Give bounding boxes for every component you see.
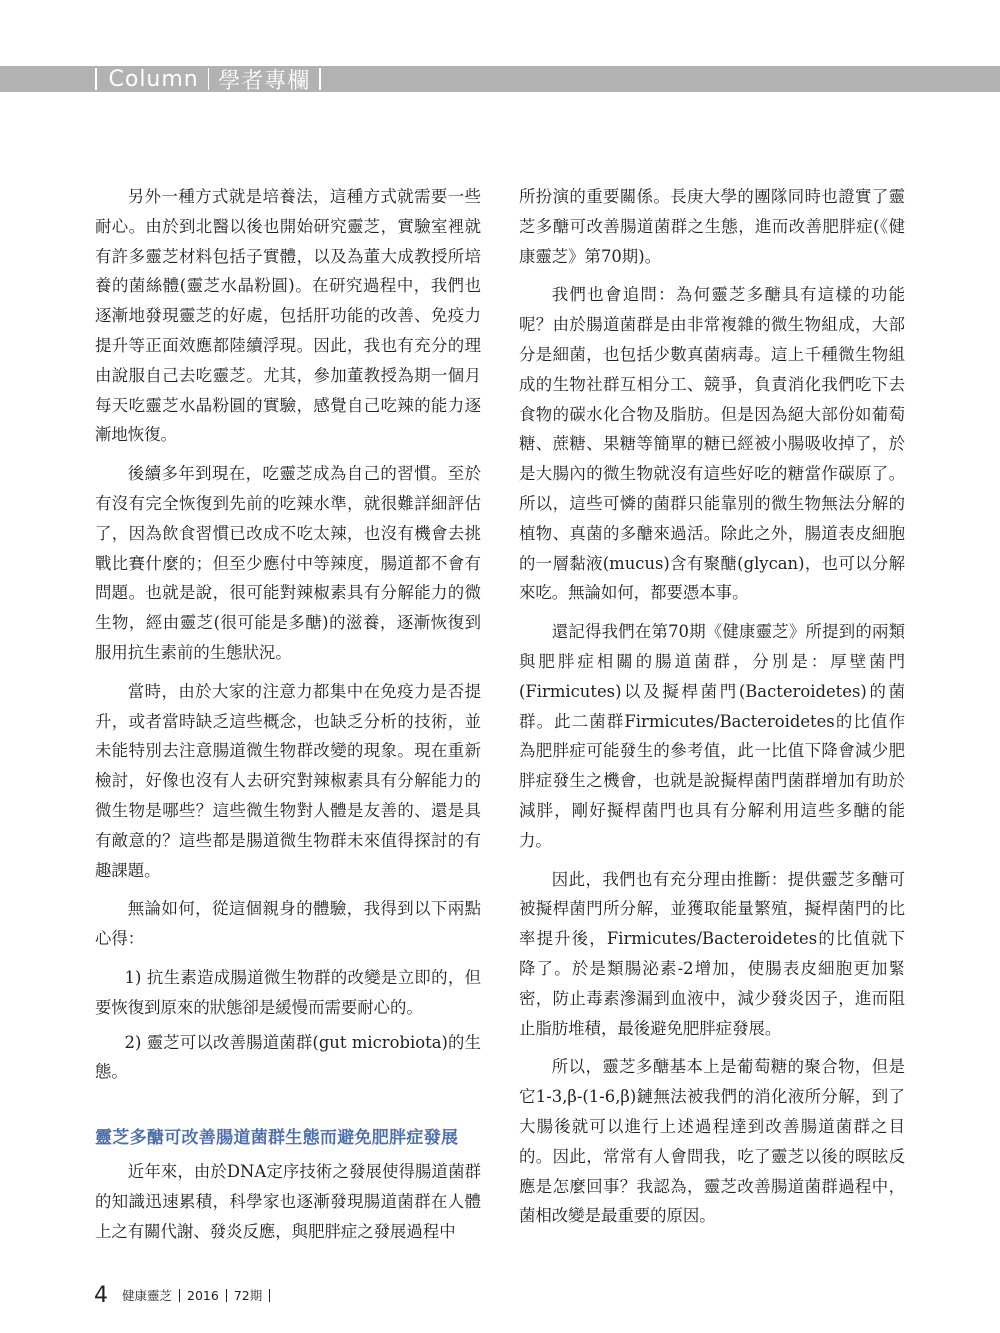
paragraph: 當時，由於大家的注意力都集中在免疫力是否提升，或者當時缺乏這些概念，也缺乏分析的技術，並未能特別去注意腸道微生物群改變的現象。現在重新檢討，好像也沒有人去研究對辣椒素具有分解能力的微生物是哪些？這些微生物對人體是友善的、還是具有敵意的？這些都是腸道微生物群未來值得探討的有趣課題。: [95, 681, 481, 880]
paragraph: 另外一種方式就是培養法，這種方式就需要一些耐心。由於到北醫以後也開始研究靈芝，實驗室裡就有許多靈芝材料包括子實體，以及為董大成教授所培養的菌絲體(靈芝水晶粉圓)。在研究過程中，我們也逐漸地發現靈芝的好處，包括肝功能的改善、免疫力提升等正面效應都陸續浮現。因此，我也有充分的理由說服自己去吃靈芝。尤其，參加董教授為期一個月每天吃靈芝水晶粉圓的實驗，感覺自己吃辣的能力逐漸地恢復。: [95, 187, 481, 445]
paragraph: 因此，我們也有充分理由推斷：提供靈芝多醣可被擬桿菌門所分解，並獲取能量繁殖，擬桿菌門的比率提升後，Firmicutes/Bacteroidetes的比值就下降了。於是類腸泌素-2增加，使腸表皮細胞更加緊密，防止毒素滲漏到血液中，減少發炎因子，進而阻止脂肪堆積，最後避免肥胖症發展。: [519, 869, 905, 1038]
paragraph: 我們也會追問：為何靈芝多醣具有這樣的功能呢？由於腸道菌群是由非常複雜的微生物組成，大部分是細菌，也包括少數真菌病毒。這上千種微生物組成的生物社群互相分工、競爭，負責消化我們吃下去食物的碳水化合物及脂肪。但是因為絕大部份如葡萄糖、蔗糖、果糖等簡單的糖已經被小腸吸收掉了，於是大腸內的微生物就沒有這些好吃的糖當作碳原了。所以，這些可憐的菌群只能靠別的微生物無法分解的植物、真菌的多醣來過活。除此之外，腸道表皮細胞的一層黏液(mucus)含有聚醣(glycan)，也可以分解來吃。無論如何，都要憑本事。: [519, 285, 905, 603]
paragraph: 還記得我們在第70期《健康靈芝》所提到的兩類與肥胖症相關的腸道菌群，分別是：厚壁菌門(Firmicutes)以及擬桿菌門(Bacteroidetes)的菌群。此二菌群Firmicutes/Bacteroidetes的比值作為肥胖症可能發生的參考值，此一比值下降會減少肥胖症發生之機會，也就是說擬桿菌門菌群增加有助於減胖，剛好擬桿菌門也具有分解利用這些多醣的能力。: [519, 622, 905, 850]
page-footer: [94, 1280, 277, 1310]
section-header: [95, 66, 330, 92]
header-divider: [95, 68, 97, 90]
footer-divider: [226, 1289, 227, 1302]
list-item: 1) 抗生素造成腸道微生物群的改變是立即的，但要恢復到原來的狀態卻是緩慢而需要耐心的。: [95, 967, 481, 1017]
paragraph: 後續多年到現在，吃靈芝成為自己的習慣。至於有沒有完全恢復到先前的吃辣水準，就很難詳細評估了，因為飲食習慣已改成不吃太辣，也沒有機會去挑戰比賽什麼的；但至少應付中等辣度，腸道都不會有問題。也就是說，很可能對辣椒素具有分解能力的微生物，經由靈芝(很可能是多醣)的滋養，逐漸恢復到服用抗生素前的生態狀況。: [95, 464, 481, 662]
page-number: 4: [94, 1282, 108, 1308]
section-label: Column: [108, 66, 199, 92]
publication-year: 2016: [187, 1287, 219, 1303]
paragraph: 無論如何，從這個親身的體驗，我得到以下兩點心得：: [95, 899, 481, 949]
header-divider: [319, 68, 321, 90]
paragraph: 近年來，由於DNA定序技術之發展使得腸道菌群的知識迅速累積，科學家也逐漸發現腸道菌群在人體上之有關代謝、發炎反應，與肥胖症之發展過程中: [95, 1162, 481, 1241]
right-column: [519, 182, 905, 1240]
magazine-title: 健康靈芝: [122, 1288, 173, 1303]
issue-number: 72期: [233, 1288, 263, 1303]
list-item: 2) 靈芝可以改善腸道菌群(gut microbiota)的生態。: [95, 1032, 481, 1082]
paragraph: 所以，靈芝多醣基本上是葡萄糖的聚合物，但是它1-3,β-(1-6,β)鏈無法被我們的消化液所分解，到了大腸後就可以進行上述過程達到改善腸道菌群之目的。因此，常常有人會問我，吃了靈芝以後的暝眩反應是怎麼回事？我認為，靈芝改善腸道菌群過程中，菌相改變是最重要的原因。: [519, 1057, 905, 1226]
paragraph: 所扮演的重要關係。長庚大學的團隊同時也證實了靈芝多醣可改善腸道菌群之生態，進而改善肥胖症(《健康靈芝》第70期)。: [519, 187, 905, 266]
left-column: [95, 182, 481, 1256]
footer-divider: [179, 1289, 180, 1302]
section-label-zh: 學者專欄: [218, 68, 311, 94]
header-divider: [208, 68, 210, 90]
footer-divider: [269, 1289, 270, 1302]
section-heading: 靈芝多醣可改善腸道菌群生態而避免肥胖症發展: [95, 1128, 459, 1149]
